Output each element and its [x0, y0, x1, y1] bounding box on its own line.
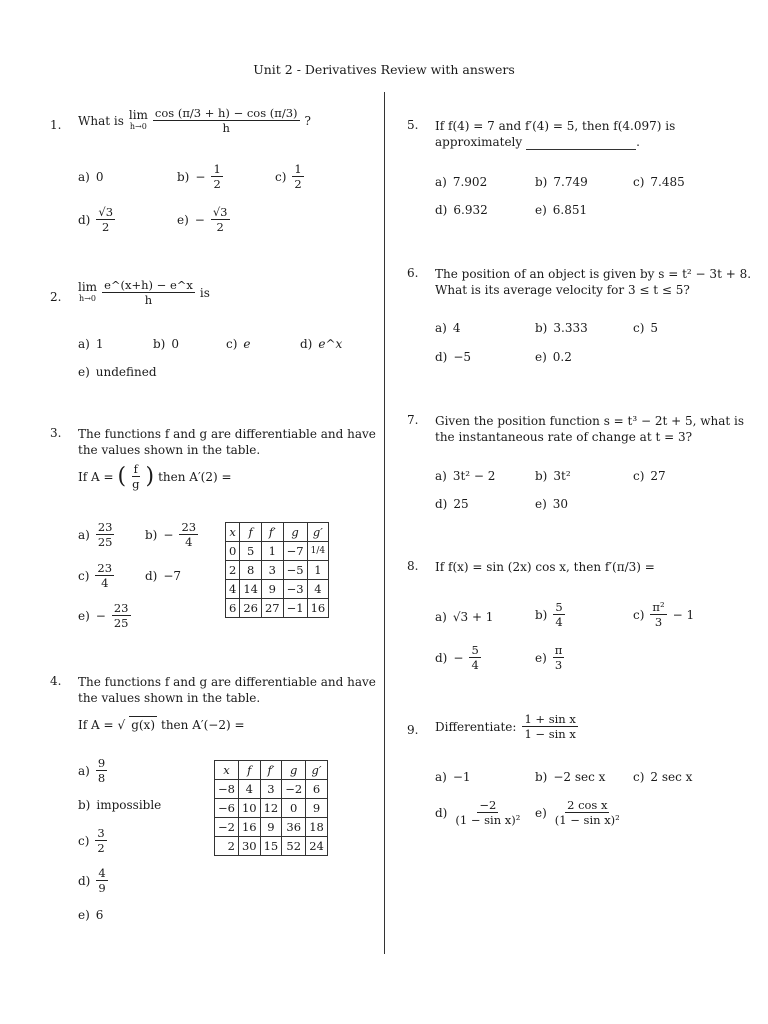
- table-header-cell: f′: [260, 761, 282, 780]
- table-cell: 52: [282, 837, 306, 856]
- question-4-formula: [78, 716, 245, 733]
- table-cell: 27: [261, 599, 283, 618]
- option-label: d): [435, 805, 448, 820]
- table-cell: 26: [240, 599, 262, 618]
- table-row: [226, 542, 329, 561]
- numerator: 4: [98, 866, 106, 880]
- question-number: 6.: [407, 266, 419, 280]
- question-number: 1.: [50, 118, 62, 132]
- answer-option[interactable]: [78, 601, 131, 630]
- denominator: 25: [113, 616, 129, 630]
- option-label: a): [78, 763, 90, 778]
- answer-option[interactable]: [633, 175, 685, 189]
- table-cell: −3: [283, 580, 307, 599]
- table-cell: 9: [261, 580, 283, 599]
- answer-option[interactable]: [435, 175, 487, 189]
- answer-option[interactable]: [300, 337, 342, 351]
- option-label: b): [145, 527, 158, 542]
- table-header-cell: g: [283, 523, 307, 542]
- table-cell: 15: [260, 837, 282, 856]
- table-row: [226, 580, 329, 599]
- answer-option[interactable]: [435, 350, 471, 364]
- option-fraction: [292, 162, 303, 191]
- answer-option[interactable]: [435, 469, 495, 483]
- option-value: 6.851: [552, 203, 588, 217]
- formula-lead: If A =: [78, 469, 114, 484]
- table-cell: 9: [260, 818, 282, 837]
- question-number: 4.: [50, 674, 62, 688]
- table-row: [215, 780, 328, 799]
- page-title: Unit 2 - Derivatives Review with answers: [253, 62, 515, 77]
- table-cell: 8: [240, 561, 262, 580]
- table-header-cell: g′: [306, 761, 328, 780]
- table-header-cell: g′: [307, 523, 329, 542]
- question-5-line-1: If f(4) = 7 and f′(4) = 5, then f(4.097) is: [435, 119, 676, 133]
- answer-option[interactable]: [78, 561, 114, 590]
- table-cell: −6: [215, 799, 239, 818]
- option-sign: −: [95, 608, 106, 623]
- option-label: b): [535, 607, 548, 622]
- option-tail: − 1: [672, 607, 695, 622]
- question-3-line-2: the values shown in the table.: [78, 443, 261, 457]
- option-value: 3t²: [553, 469, 571, 483]
- question-7-line-1: Given the position function s = t³ − 2t + 5, what is: [435, 414, 745, 428]
- option-value: e^x: [318, 337, 343, 351]
- option-label: e): [78, 365, 90, 379]
- table-header-cell: f: [240, 523, 262, 542]
- option-label: a): [435, 175, 447, 189]
- denominator: 2: [97, 841, 105, 855]
- option-label: d): [78, 873, 91, 888]
- answer-option[interactable]: [535, 321, 588, 335]
- table-cell: 0: [226, 542, 240, 561]
- table-header-row: [215, 761, 328, 780]
- option-value: 30: [552, 497, 569, 511]
- option-label: e): [177, 212, 189, 227]
- denominator: 4: [185, 535, 193, 549]
- answer-option[interactable]: [435, 203, 488, 217]
- option-value: impossible: [96, 798, 162, 812]
- denominator: 2: [294, 177, 302, 191]
- answer-option[interactable]: [435, 770, 471, 784]
- table-cell: 5: [240, 542, 262, 561]
- table-cell: 0: [282, 799, 306, 818]
- answer-option[interactable]: [535, 350, 572, 364]
- question-number: 9.: [407, 723, 419, 737]
- answer-option[interactable]: [633, 321, 658, 335]
- table-cell: −1: [283, 599, 307, 618]
- question-4-line-2: the values shown in the table.: [78, 691, 261, 705]
- table-header-cell: f: [238, 761, 260, 780]
- answer-blank[interactable]: [526, 149, 636, 150]
- table-header-cell: f′: [261, 523, 283, 542]
- table-header-row: [226, 523, 329, 542]
- option-sign: −: [194, 212, 205, 227]
- formula-tail: then A′(−2) =: [161, 717, 245, 732]
- option-label: b): [153, 337, 166, 351]
- table-cell: 6: [226, 599, 240, 618]
- formula-lead: If A =: [78, 717, 114, 732]
- answer-option[interactable]: [78, 170, 103, 184]
- denominator: 1 − sin x: [524, 727, 576, 741]
- option-value: 27: [650, 469, 666, 483]
- table-cell: −2: [215, 818, 239, 837]
- option-label: e): [78, 908, 90, 922]
- question-number: 3.: [50, 426, 62, 440]
- option-label: d): [435, 203, 448, 217]
- question-fraction: [522, 712, 577, 741]
- option-value: 5: [650, 321, 659, 335]
- option-value: 7.749: [553, 175, 588, 189]
- answer-option[interactable]: [153, 337, 179, 351]
- option-value: 6: [95, 908, 104, 922]
- option-label: d): [300, 337, 313, 351]
- option-label: e): [535, 497, 547, 511]
- numerator: 23: [97, 561, 113, 575]
- option-label: c): [633, 321, 645, 335]
- question-6-line-2: What is its average velocity for 3 ≤ t ≤ 5?: [435, 283, 690, 297]
- answer-option[interactable]: [177, 205, 230, 234]
- table-cell: 10: [238, 799, 260, 818]
- answer-option[interactable]: [633, 469, 666, 483]
- option-label: d): [435, 650, 448, 665]
- table-cell: −5: [283, 561, 307, 580]
- option-fraction: [553, 798, 622, 827]
- denominator: 4: [101, 576, 109, 590]
- option-fraction: [650, 600, 666, 629]
- numerator: √3: [212, 205, 228, 219]
- table-header-cell: x: [226, 523, 240, 542]
- lim-subscript: h→0: [129, 121, 147, 131]
- option-label: d): [78, 212, 91, 227]
- numerator: 2 cos x: [567, 798, 608, 812]
- table-cell: 24: [306, 837, 328, 856]
- option-label: c): [633, 607, 645, 622]
- option-label: c): [633, 469, 645, 483]
- table-row: [215, 837, 328, 856]
- option-value: 1: [95, 337, 104, 351]
- table-header-cell: g: [282, 761, 306, 780]
- numerator: 1: [294, 162, 302, 176]
- answer-option[interactable]: [145, 569, 181, 583]
- answer-option[interactable]: [435, 497, 469, 511]
- option-label: c): [633, 770, 645, 784]
- limit-fraction: [153, 106, 300, 135]
- denominator: (1 − sin x)²: [554, 813, 620, 827]
- option-label: a): [78, 527, 90, 542]
- answer-option[interactable]: [78, 337, 103, 351]
- answer-option[interactable]: [226, 337, 251, 351]
- sqrt-symbol: √: [117, 717, 126, 732]
- option-value: 6.932: [453, 203, 488, 217]
- question-2-stem: [78, 278, 210, 307]
- numerator: cos (π/3 + h) − cos (π/3): [154, 106, 298, 120]
- answer-option[interactable]: [177, 162, 223, 191]
- denominator: 4: [555, 615, 563, 629]
- answer-option[interactable]: [145, 520, 198, 549]
- radicand: g(x): [131, 718, 155, 732]
- numerator: 23: [97, 520, 113, 534]
- denominator: h: [222, 121, 230, 135]
- numerator: 3: [97, 826, 105, 840]
- answer-option[interactable]: [535, 203, 587, 217]
- denominator: 3: [554, 658, 563, 672]
- question-tail: is: [199, 285, 210, 300]
- question-number: 8.: [407, 559, 419, 573]
- numerator: √3: [98, 205, 114, 219]
- lim-subscript: h→0: [79, 293, 96, 303]
- option-label: c): [633, 175, 645, 189]
- option-value: 7.485: [650, 175, 685, 189]
- table-cell: 36: [282, 818, 306, 837]
- table-cell: 6: [306, 780, 328, 799]
- right-paren: ): [145, 463, 155, 489]
- answer-option[interactable]: [435, 798, 522, 827]
- option-fraction: [211, 205, 230, 234]
- table-cell: −7: [283, 542, 307, 561]
- numerator: 5: [555, 600, 563, 614]
- option-label: e): [535, 203, 547, 217]
- option-label: a): [435, 321, 447, 335]
- question-3-line-1: The functions f and g are differentiable and have: [78, 427, 376, 441]
- option-sign: −: [163, 527, 174, 542]
- table-cell: 16: [307, 599, 329, 618]
- table-row: [215, 799, 328, 818]
- option-value: −2 sec x: [553, 770, 606, 784]
- table-cell: 14: [240, 580, 262, 599]
- numerator: π: [554, 643, 563, 657]
- option-label: a): [78, 337, 90, 351]
- numerator: 1 + sin x: [524, 712, 576, 726]
- answer-option[interactable]: [435, 321, 460, 335]
- denominator: (1 − sin x)²: [455, 813, 521, 827]
- numerator: 5: [471, 643, 479, 657]
- denominator: 3: [654, 615, 663, 629]
- lim-label: lim: [78, 279, 98, 294]
- values-table-q3: [225, 522, 329, 618]
- table-row: [226, 599, 329, 618]
- table-cell: 4: [238, 780, 260, 799]
- numerator: 23: [113, 601, 129, 615]
- table-cell: 1: [307, 561, 329, 580]
- table-cell: 3: [261, 561, 283, 580]
- option-value: √3 + 1: [452, 610, 494, 624]
- table-cell: 1/4: [307, 542, 329, 561]
- option-value: 25: [453, 497, 469, 511]
- denominator: 2: [102, 220, 110, 234]
- option-fraction: [95, 826, 106, 855]
- table-header-cell: x: [215, 761, 239, 780]
- table-cell: 16: [238, 818, 260, 837]
- question-5-line-2: approximately .: [435, 135, 640, 149]
- option-label: e): [535, 805, 547, 820]
- denominator: 9: [98, 881, 106, 895]
- values-table-q4: [214, 760, 328, 856]
- table-row: [226, 561, 329, 580]
- answer-option[interactable]: [535, 798, 622, 827]
- question-7-line-2: the instantaneous rate of change at t = 3?: [435, 430, 693, 444]
- denominator: 2: [216, 220, 224, 234]
- answer-option[interactable]: [78, 520, 114, 549]
- left-paren: (: [117, 463, 127, 489]
- denominator: g: [132, 477, 140, 491]
- option-value: 0.2: [552, 350, 572, 364]
- answer-option[interactable]: [78, 908, 103, 922]
- table-cell: −2: [282, 780, 306, 799]
- question-3-formula: [78, 462, 232, 491]
- option-value: −5: [453, 350, 472, 364]
- option-value: 4: [452, 321, 461, 335]
- question-6-line-1: The position of an object is given by s = t² − 3t + 8.: [435, 267, 752, 281]
- table-cell: 2: [215, 837, 239, 856]
- numerator: 1: [213, 162, 221, 176]
- question-number: 2.: [50, 290, 62, 304]
- numerator: 9: [97, 756, 106, 770]
- answer-option[interactable]: [435, 610, 493, 624]
- table-cell: 18: [306, 818, 328, 837]
- option-label: d): [435, 497, 448, 511]
- table-cell: 4: [307, 580, 329, 599]
- option-value: e: [243, 337, 251, 351]
- numerator: 23: [181, 520, 197, 534]
- option-label: d): [145, 569, 158, 583]
- option-label: c): [78, 568, 90, 583]
- option-label: e): [535, 350, 547, 364]
- option-fraction: [96, 866, 107, 895]
- denominator: 2: [213, 177, 221, 191]
- option-value: 0: [171, 337, 180, 351]
- table-cell: −8: [215, 780, 239, 799]
- answer-option[interactable]: [78, 826, 107, 855]
- column-divider: [384, 92, 385, 954]
- answer-option[interactable]: [78, 866, 108, 895]
- answer-option[interactable]: [535, 469, 571, 483]
- option-fraction: [96, 205, 115, 234]
- option-fraction: [553, 600, 564, 629]
- option-label: e): [535, 650, 547, 665]
- question-1-stem: [78, 106, 311, 135]
- denominator: 25: [97, 535, 113, 549]
- option-fraction: [553, 643, 565, 672]
- formula-fraction: [130, 462, 141, 491]
- option-fraction: [453, 798, 522, 827]
- option-label: a): [435, 610, 447, 624]
- table-row: [215, 818, 328, 837]
- table-cell: 2: [226, 561, 240, 580]
- answer-option[interactable]: [78, 798, 161, 812]
- option-label: e): [78, 608, 90, 623]
- option-label: c): [275, 169, 287, 184]
- option-label: d): [435, 350, 448, 364]
- option-label: a): [78, 170, 90, 184]
- question-8-text: If f(x) = sin (2x) cos x, then f′(π/3) =: [435, 560, 655, 574]
- table-cell: 12: [260, 799, 282, 818]
- question-9-stem: [435, 712, 578, 741]
- option-label: a): [435, 469, 447, 483]
- option-fraction: [96, 756, 107, 785]
- option-value: −7: [163, 569, 182, 583]
- option-value: 0: [95, 170, 104, 184]
- option-label: b): [177, 169, 190, 184]
- numerator: f: [133, 462, 138, 476]
- option-value: 2 sec x: [650, 770, 693, 784]
- question-tail: ?: [304, 113, 311, 128]
- question-text: Differentiate:: [435, 719, 517, 734]
- option-value: −1: [452, 770, 471, 784]
- answer-option[interactable]: [535, 600, 565, 629]
- numerator: −2: [479, 798, 497, 812]
- answer-option[interactable]: [535, 770, 605, 784]
- option-fraction: [469, 643, 480, 672]
- option-fraction: [112, 601, 131, 630]
- limit-fraction: [102, 278, 195, 307]
- table-cell: 1: [261, 542, 283, 561]
- table-cell: 3: [260, 780, 282, 799]
- option-label: c): [226, 337, 238, 351]
- option-label: b): [535, 175, 548, 189]
- numerator: π²: [652, 600, 665, 614]
- option-fraction: [96, 520, 115, 549]
- formula-tail: then A′(2) =: [158, 469, 232, 484]
- answer-option[interactable]: [633, 600, 694, 629]
- limit-operator: [78, 281, 97, 305]
- answer-option[interactable]: [535, 175, 588, 189]
- option-fraction: [95, 561, 114, 590]
- option-label: c): [78, 833, 90, 848]
- question-4-line-1: The functions f and g are differentiable and have: [78, 675, 376, 689]
- option-value: 7.902: [452, 175, 488, 189]
- answer-option[interactable]: [435, 643, 481, 672]
- option-value: undefined: [95, 365, 157, 379]
- option-label: a): [435, 770, 447, 784]
- answer-option[interactable]: [78, 205, 115, 234]
- limit-operator: [129, 109, 148, 133]
- question-number: 5.: [407, 118, 419, 132]
- denominator: 4: [471, 658, 479, 672]
- denominator: h: [144, 293, 153, 307]
- option-fraction: [211, 162, 222, 191]
- answer-option[interactable]: [535, 643, 564, 672]
- answer-option[interactable]: [78, 365, 157, 379]
- option-fraction: [179, 520, 198, 549]
- table-cell: 30: [238, 837, 260, 856]
- answer-option[interactable]: [275, 162, 304, 191]
- question-text: What is: [78, 113, 124, 128]
- numerator: e^(x+h) − e^x: [104, 278, 193, 292]
- question-text: approximately: [435, 135, 523, 149]
- table-cell: 4: [226, 580, 240, 599]
- answer-option[interactable]: [78, 756, 107, 785]
- answer-option[interactable]: [535, 497, 568, 511]
- option-sign: −: [453, 650, 464, 665]
- answer-option[interactable]: [633, 770, 692, 784]
- option-sign: −: [195, 169, 206, 184]
- denominator: 8: [97, 771, 106, 785]
- option-label: b): [535, 321, 548, 335]
- lim-label: lim: [128, 107, 148, 122]
- option-label: b): [535, 469, 548, 483]
- question-number: 7.: [407, 413, 419, 427]
- option-label: b): [535, 770, 548, 784]
- option-value: 3.333: [553, 321, 588, 335]
- table-cell: 9: [306, 799, 328, 818]
- option-value: 3t² − 2: [452, 469, 496, 483]
- option-label: b): [78, 798, 91, 812]
